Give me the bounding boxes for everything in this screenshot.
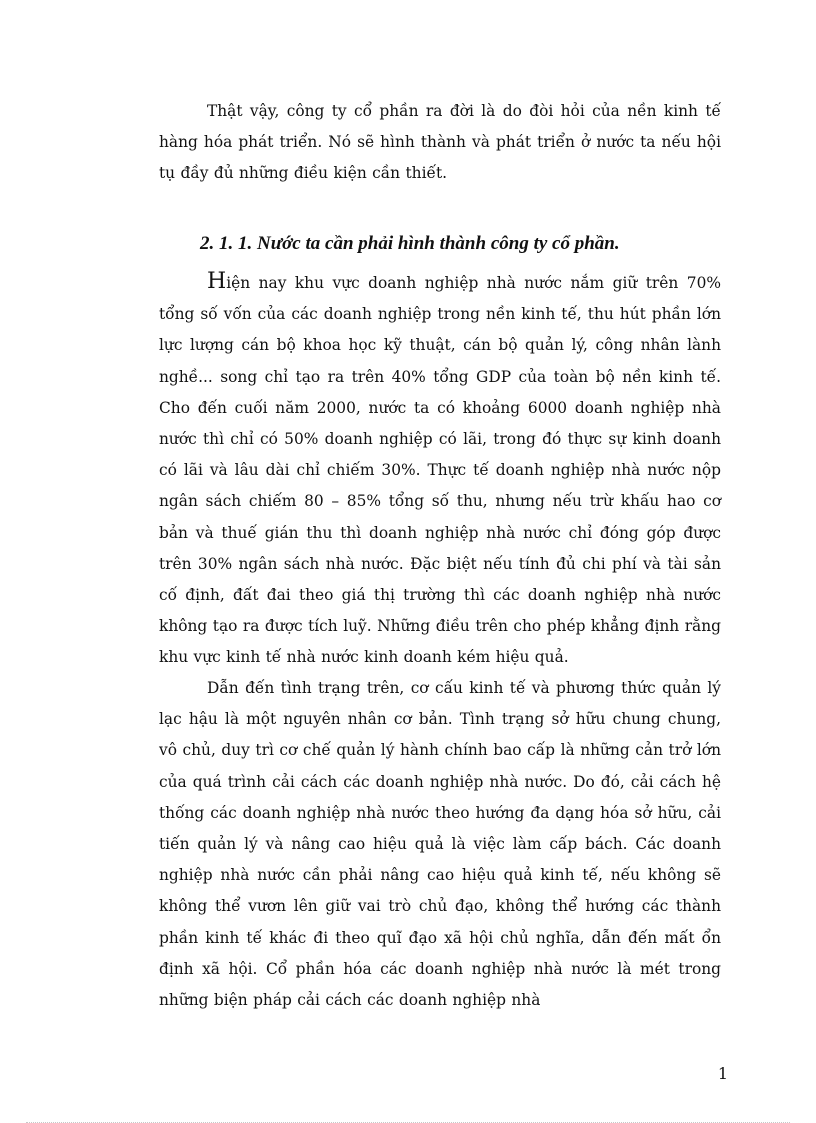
paragraph-1: Thật vậy, công ty cổ phần ra đời là do đòi hỏi của nền kinh tế hàng hóa phát triển. Nó sẽ hình thành và phát triển ở nước ta nếu hội tụ đầy đủ những điều kiện cần thiết. bbox=[159, 102, 721, 183]
paragraph-2-text: iện nay khu vực doanh nghiệp nhà nước nắm giữ trên 70% tổng số vốn của các doanh nghiệp trong nền kinh tế, thu hút phần lớn lực lượng cán bộ khoa học kỹ thuật, cán bộ quản lý, công nhân lành nghề... song chỉ tạo ra trên 40% tổng GDP của toàn bộ nền kinh tế. Cho đến cuối năm 2000, nước ta có khoảng 6000 doanh nghiệp nhà nước thì chỉ có 50% doanh nghiệp có lãi, trong đó thực sự kinh doanh có lãi và lâu dài chỉ chiếm 30%. Thực tế doanh nghiệp nhà nước nộp ngân sách chiếm 80 – 85% tổng số thu, nhưng nếu trừ khấu hao cơ bản và thuế gián thu thì doanh nghiệp nhà nước chỉ đóng góp được trên 30% ngân sách nhà nước. Đặc biệt nếu tính đủ chi phí và tài sản cố định, đất đai theo giá thị trường thì các doanh nghiệp nhà nước không tạo ra được tích luỹ. Những điều trên cho phép khẳng định rằng khu vực kinh tế nhà nước kinh doanh kém hiệu quả. bbox=[159, 274, 721, 667]
paragraph-2 bbox=[159, 268, 721, 674]
page-number: 1 bbox=[717, 1064, 728, 1083]
paragraph-3: Dẫn đến tình trạng trên, cơ cấu kinh tế và phương thức quản lý lạc hậu là một nguyên nhân cơ bản. Tình trạng sở hữu chung chung, vô chủ, duy trì cơ chế quản lý hành chính bao cấp là những cản trở lớn của quá trình cải cách các doanh nghiệp nhà nước. Do đó, cải cách hệ thống các doanh nghiệp nhà nước theo hướng đa dạng hóa sở hữu, cải tiến quản lý và nâng cao hiệu quả là việc làm cấp bách. Các doanh nghiệp nhà nước cần phải nâng cao hiệu quả kinh tế, nếu không sẽ không thể vươn lên giữ vai trò chủ đạo, không thể hướng các thành phần kinh tế khác đi theo quĩ đạo xã hội chủ nghĩa, dẫn đến mất ổn định xã hội. Cổ phần hóa các doanh nghiệp nhà nước là mét trong những biện pháp cải cách các doanh nghiệp nhà bbox=[159, 679, 721, 1010]
section-heading: 2. 1. 1. Nước ta cần phải hình thành công ty cổ phần. bbox=[200, 233, 620, 254]
paragraph-2-dropcap: H bbox=[207, 269, 227, 294]
